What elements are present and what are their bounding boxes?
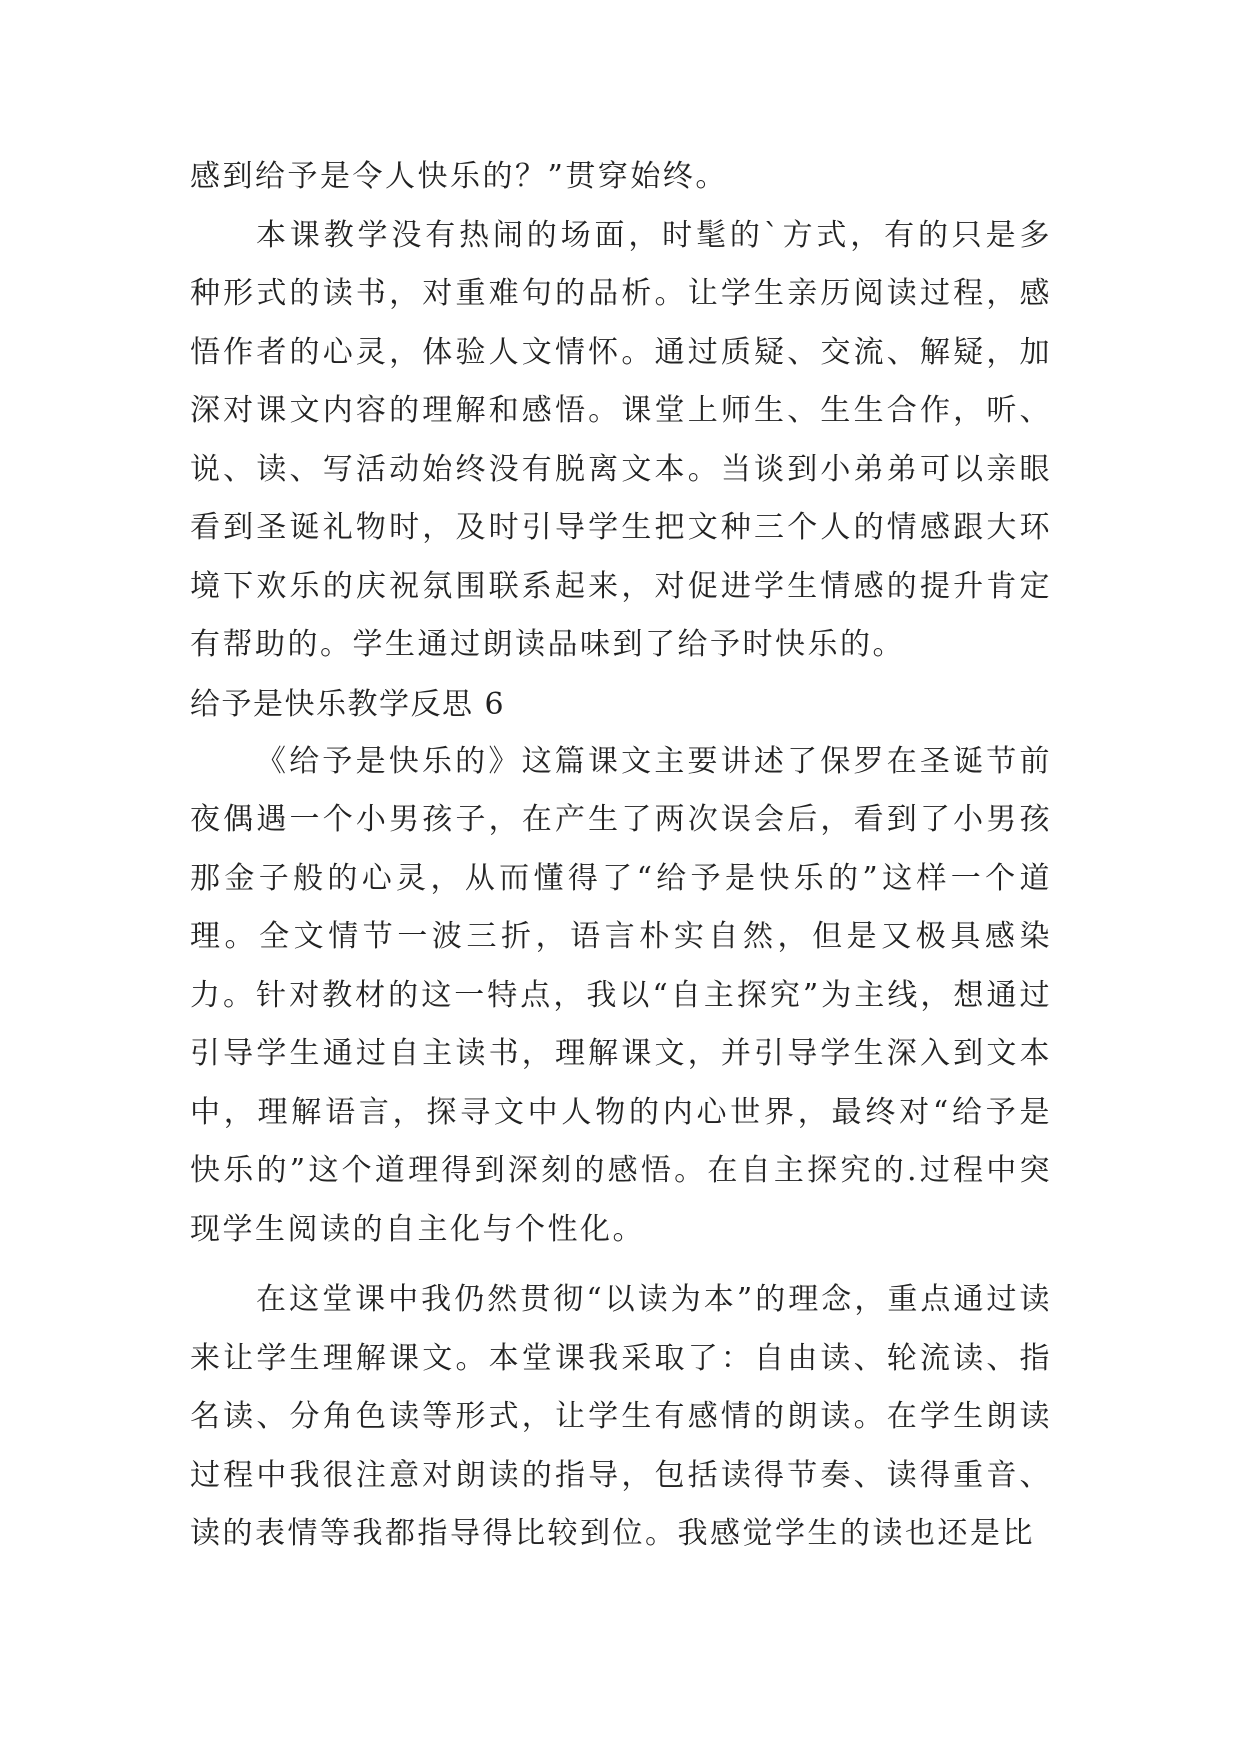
paragraph-reflection-summary: 本课教学没有热闹的场面，时髦的`方式，有的只是多种形式的读书，对重难句的品析。让学生亲历阅读过程，感悟作者的心灵，体验人文情怀。通过质疑、交流、解疑，加深对课文内容的理解和感悟。课堂上师生、生生合作，听、说、读、写活动始终没有脱离文本。当谈到小弟弟可以亲眼看到圣诞礼物时，及时引导学生把文种三个人的情感跟大环境下欢乐的庆祝氛围联系起来，对促进学生情感的提升肯定有帮助的。学生通过朗读品味到了给予时快乐的。 [190, 217, 1052, 662]
paragraph-continuation: 感到给予是令人快乐的？”贯穿始终。 [190, 159, 728, 194]
paragraph-lesson-overview: 《给予是快乐的》这篇课文主要讲述了保罗在圣诞节前夜偶遇一个小男孩子，在产生了两次误会后，看到了小男孩那金子般的心灵，从而懂得了“给予是快乐的”这样一个道理。全文情节一波三折，语言朴实自然，但是又极具感染力。针对教材的这一特点，我以“自主探究”为主线，想通过引导学生通过自主读书，理解课文，并引导学生深入到文本中，理解语言，探寻文中人物的内心世界，最终对“给予是快乐的”这个道理得到深刻的感悟。在自主探究的.过程中突现学生阅读的自主化与个性化。 [190, 743, 1052, 1247]
document-page [190, 148, 1052, 1564]
section-heading: 给予是快乐教学反思 6 [190, 686, 506, 722]
paragraph-reading-method: 在这堂课中我仍然贯彻“以读为本”的理念，重点通过读来让学生理解课文。本堂课我采取了：自由读、轮流读、指名读、分角色读等形式，让学生有感情的朗读。在学生朗读过程中我很注意对朗读的指导，包括读得节奏、读得重音、读的表情等我都指导得比较到位。我感觉学生的读也还是比 [190, 1282, 1052, 1551]
